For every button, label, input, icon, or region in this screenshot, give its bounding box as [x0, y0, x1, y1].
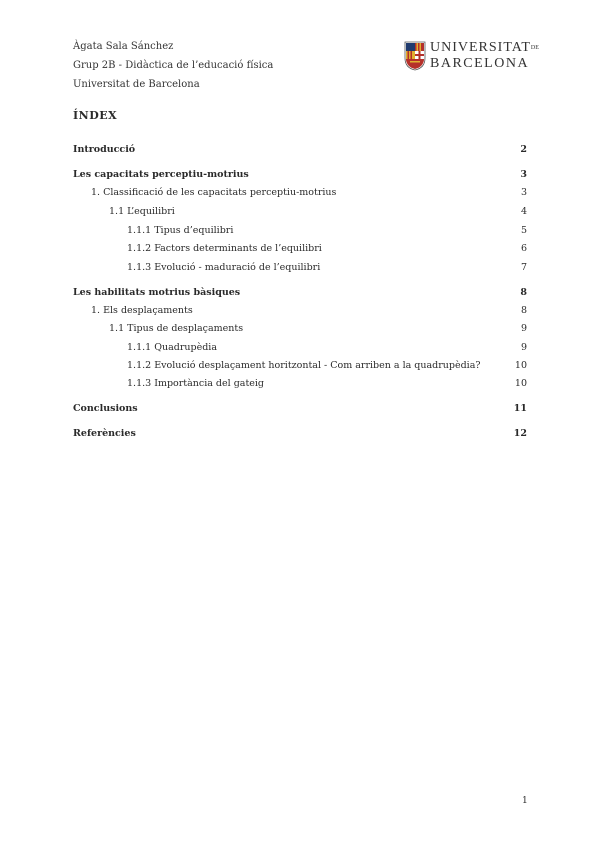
- page-number: 1: [522, 796, 528, 806]
- toc-title: ÍNDEX: [73, 109, 118, 122]
- toc-entry-page: 8: [520, 305, 527, 316]
- toc-entry[interactable]: [73, 185, 527, 201]
- university-name: Universitat de Barcelona: [73, 79, 200, 90]
- toc-entry-page: 4: [520, 206, 527, 217]
- toc-entry-label: 1.1.3 Importància del gateig: [127, 378, 265, 389]
- toc-entry[interactable]: [73, 401, 527, 417]
- toc-entry-label: Les habilitats motrius bàsiques: [73, 287, 241, 298]
- toc-entry[interactable]: [73, 223, 527, 239]
- toc-entry[interactable]: [73, 260, 527, 276]
- toc-entry-label: 1.1.1 Tipus d’equilibri: [127, 225, 234, 236]
- logo-line1: UNIVERSITAT: [430, 40, 531, 55]
- toc-entry[interactable]: [73, 241, 527, 257]
- toc-entry-page: 11: [513, 403, 527, 414]
- toc-entry-label: Introducció: [73, 144, 136, 155]
- document-header: [73, 37, 273, 94]
- toc-entry-page: 10: [514, 360, 527, 371]
- toc-entry-label: 1. Els desplaçaments: [91, 305, 193, 316]
- course-group: Grup 2B - Didàctica de l’educació física: [73, 60, 274, 71]
- coat-of-arms-icon: [404, 41, 426, 71]
- toc-entry-label: Les capacitats perceptiu-motrius: [73, 169, 249, 180]
- toc-entry-label: 1. Classificació de les capacitats perceptiu-motrius: [91, 187, 337, 198]
- toc-entry-label: 1.1 L’equilibri: [109, 206, 175, 217]
- toc-entry-label: Conclusions: [73, 403, 138, 414]
- toc-entry-label: 1.1.2 Factors determinants de l’equilibri: [127, 243, 322, 254]
- toc-entry-page: 6: [520, 243, 527, 254]
- toc-entry[interactable]: [73, 321, 527, 337]
- author-name: Àgata Sala Sánchez: [73, 41, 174, 52]
- toc-entry-page: 9: [520, 323, 527, 334]
- toc-entry-page: 12: [513, 428, 527, 439]
- toc-entry-label: 1.1.3 Evolució - maduració de l’equilibri: [127, 262, 321, 273]
- toc-entry[interactable]: [73, 340, 527, 356]
- toc-entry-page: 8: [520, 287, 527, 298]
- toc-entry[interactable]: [73, 142, 527, 158]
- toc-entry-label: 1.1.2 Evolució desplaçament horitzontal - Com arriben a la quadrupèdia?: [127, 360, 481, 371]
- toc-entry[interactable]: [73, 358, 527, 374]
- toc-entry-page: 3: [520, 187, 527, 198]
- toc-entry-label: 1.1.1 Quadrupèdia: [127, 342, 217, 353]
- toc-entry[interactable]: [73, 167, 527, 183]
- toc-entry-label: Referències: [73, 428, 136, 439]
- university-logo: [404, 40, 539, 72]
- toc-entry[interactable]: [73, 426, 527, 442]
- toc-entry-page: 9: [520, 342, 527, 353]
- toc-entry-label: 1.1 Tipus de desplaçaments: [109, 323, 244, 334]
- toc-entry-page: 7: [520, 262, 527, 273]
- toc-entry-page: 2: [520, 144, 527, 155]
- toc-entry-page: 3: [520, 169, 527, 180]
- logo-line2: BARCELONA: [430, 56, 530, 71]
- toc-entry[interactable]: [73, 285, 527, 301]
- toc-entry-page: 5: [520, 225, 527, 236]
- toc-entry[interactable]: [73, 376, 527, 392]
- toc-entry[interactable]: [73, 303, 527, 319]
- toc-entry-page: 10: [514, 378, 527, 389]
- toc-entry[interactable]: [73, 204, 527, 220]
- logo-line1-small: DE: [530, 45, 539, 51]
